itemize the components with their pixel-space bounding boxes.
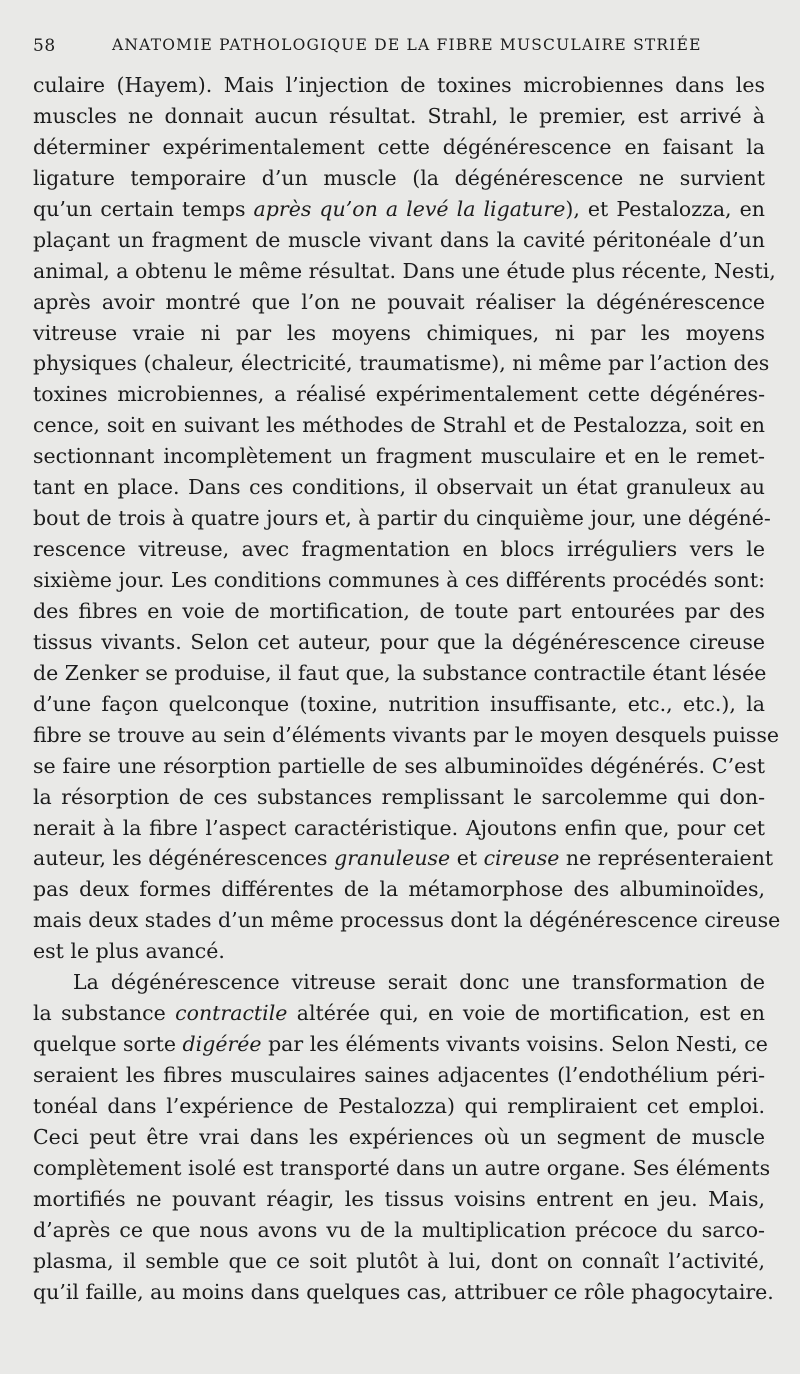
text-segment: tissus vivants. Selon cet auteur, pour que la dégénérescence cireuse bbox=[33, 629, 765, 654]
text-segment: complètement isolé est transporté dans un autre organe. Ses éléments bbox=[33, 1155, 771, 1180]
text-line bbox=[33, 1277, 774, 1308]
text-line bbox=[33, 596, 765, 627]
text-line bbox=[33, 905, 781, 936]
text-segment: tonéal dans l’expérience de Pestalozza) qui rempliraient cet emploi. bbox=[33, 1093, 765, 1118]
text-segment: par les éléments vivants voisins. Selon Nesti, ce bbox=[261, 1032, 768, 1057]
text-line bbox=[33, 1215, 765, 1246]
text-line bbox=[33, 1029, 768, 1060]
text-segment: mortifiés ne pouvant réagir, les tissus voisins entrent en jeu. Mais, bbox=[33, 1186, 765, 1211]
text-segment: altérée qui, en voie de mortification, est en bbox=[287, 1001, 765, 1026]
text-segment: la résorption de ces substances remplissant le sarcolemme qui don- bbox=[33, 784, 765, 809]
text-line bbox=[33, 1153, 771, 1184]
text-line bbox=[33, 194, 765, 225]
text-line bbox=[33, 813, 765, 844]
text-segment: qu’il faille, au moins dans quelques cas, attribuer ce rôle phagocytaire. bbox=[33, 1279, 774, 1304]
text-segment: vitreuse vraie ni par les moyens chimiques, ni par les moyens bbox=[33, 320, 765, 345]
running-head: ANATOMIE PATHOLOGIQUE DE LA FIBRE MUSCULAIRE STRIÉE bbox=[112, 36, 702, 54]
text-line bbox=[33, 565, 765, 596]
text-line bbox=[33, 998, 765, 1029]
text-line bbox=[33, 132, 765, 163]
text-line bbox=[33, 689, 765, 720]
text-segment: tant en place. Dans ces conditions, il observait un état granuleux au bbox=[33, 475, 765, 500]
text-line bbox=[33, 1122, 765, 1153]
italic-text: contractile bbox=[175, 1001, 288, 1026]
text-segment: bout de trois à quatre jours et, à partir du cinquième jour, une dégéné- bbox=[33, 506, 771, 531]
text-line bbox=[33, 256, 776, 287]
text-segment: nerait à la fibre l’aspect caractéristique. Ajoutons enfin que, pour cet bbox=[33, 815, 765, 840]
italic-text: granuleuse bbox=[334, 846, 451, 871]
text-segment: est le plus avancé. bbox=[33, 939, 225, 964]
italic-text: après qu’on a levé la ligature bbox=[253, 196, 566, 221]
text-segment: pas deux formes différentes de la métamorphose des albuminoïdes, bbox=[33, 877, 765, 902]
text-line bbox=[33, 658, 765, 689]
text-line bbox=[33, 534, 765, 565]
text-line bbox=[33, 967, 765, 998]
text-segment: fibre se trouve au sein d’éléments vivants par le moyen desquels puisse bbox=[33, 722, 779, 747]
text-segment: d’après ce que nous avons vu de la multiplication précoce du sarco- bbox=[33, 1217, 765, 1242]
text-segment: après avoir montré que l’on ne pouvait réaliser la dégénérescence bbox=[33, 289, 765, 314]
text-segment: déterminer expérimentalement cette dégénérescence en faisant la bbox=[33, 134, 765, 159]
text-segment: ), et Pestalozza, en bbox=[565, 196, 765, 221]
text-line bbox=[33, 441, 765, 472]
text-line bbox=[33, 1091, 765, 1122]
text-segment: muscles ne donnait aucun résultat. Strahl, le premier, est arrivé à bbox=[33, 103, 765, 128]
text-segment: auteur, les dégénérescences bbox=[33, 846, 335, 871]
text-line bbox=[33, 101, 765, 132]
text-line bbox=[33, 318, 765, 349]
text-line bbox=[33, 287, 765, 318]
text-line bbox=[33, 782, 765, 813]
italic-text: digérée bbox=[182, 1032, 262, 1057]
text-segment: Ceci peut être vrai dans les expériences où un segment de muscle bbox=[33, 1124, 765, 1149]
text-segment: plasma, il semble que ce soit plutôt à lui, dont on connaît l’activité, bbox=[33, 1248, 765, 1273]
text-segment: se faire une résorption partielle de ses albuminoïdes dégénérés. C’est bbox=[33, 753, 765, 778]
text-segment: animal, a obtenu le même résultat. Dans une étude plus récente, Nesti, bbox=[33, 258, 776, 283]
text-segment: la substance bbox=[33, 1001, 176, 1026]
italic-text: cireuse bbox=[483, 846, 560, 871]
text-line bbox=[33, 936, 765, 967]
text-line bbox=[33, 1060, 765, 1091]
text-line bbox=[33, 163, 765, 194]
text-line bbox=[33, 720, 779, 751]
text-line bbox=[33, 1246, 765, 1277]
text-segment: d’une façon quelconque (toxine, nutrition insuffisante, etc., etc.), la bbox=[33, 691, 765, 716]
text-line bbox=[33, 348, 770, 379]
text-line bbox=[33, 379, 765, 410]
text-segment: mais deux stades d’un même processus dont la dégénérescence cireuse bbox=[33, 908, 781, 933]
text-segment: toxines microbiennes, a réalisé expérimentalement cette dégénéres- bbox=[33, 382, 765, 407]
text-segment: seraient les fibres musculaires saines adjacentes (l’endothélium péri- bbox=[33, 1063, 765, 1087]
page-number: 58 bbox=[33, 36, 56, 56]
text-segment: quelque sorte bbox=[33, 1032, 183, 1057]
text-segment: et bbox=[450, 846, 484, 871]
text-segment: sixième jour. Les conditions communes à ces différents procédés sont: bbox=[33, 568, 765, 592]
text-segment: culaire (Hayem). Mais l’injection de toxines microbiennes dans les bbox=[33, 73, 765, 97]
text-segment: des fibres en voie de mortification, de toute part entourées par des bbox=[33, 598, 765, 623]
body-text bbox=[33, 70, 781, 1308]
text-segment: de Zenker se produise, il faut que, la substance contractile étant lésée bbox=[33, 660, 767, 685]
text-segment: rescence vitreuse, avec fragmentation en blocs irréguliers vers le bbox=[33, 537, 765, 562]
text-segment: ne représenteraient bbox=[559, 846, 774, 871]
text-segment: plaçant un fragment de muscle vivant dans la cavité péritonéale d’un bbox=[33, 227, 765, 252]
text-line bbox=[33, 874, 765, 905]
text-segment: La dégénérescence vitreuse serait donc une transformation de bbox=[73, 970, 765, 995]
text-segment: qu’un certain temps bbox=[33, 196, 254, 221]
text-segment: cence, soit en suivant les méthodes de Strahl et de Pestalozza, soit en bbox=[33, 413, 765, 438]
text-line bbox=[33, 410, 765, 441]
text-line bbox=[33, 627, 765, 658]
text-line bbox=[33, 843, 774, 874]
text-line bbox=[33, 472, 765, 503]
text-line bbox=[33, 70, 765, 101]
text-line bbox=[33, 1184, 765, 1215]
text-segment: ligature temporaire d’un muscle (la dégénérescence ne survient bbox=[33, 165, 765, 190]
text-line bbox=[33, 503, 771, 534]
text-line bbox=[33, 751, 765, 782]
text-segment: sectionnant incomplètement un fragment musculaire et en le remet- bbox=[33, 444, 765, 469]
text-line bbox=[33, 225, 765, 256]
text-segment: physiques (chaleur, électricité, traumatisme), ni même par l’action des bbox=[33, 351, 770, 376]
